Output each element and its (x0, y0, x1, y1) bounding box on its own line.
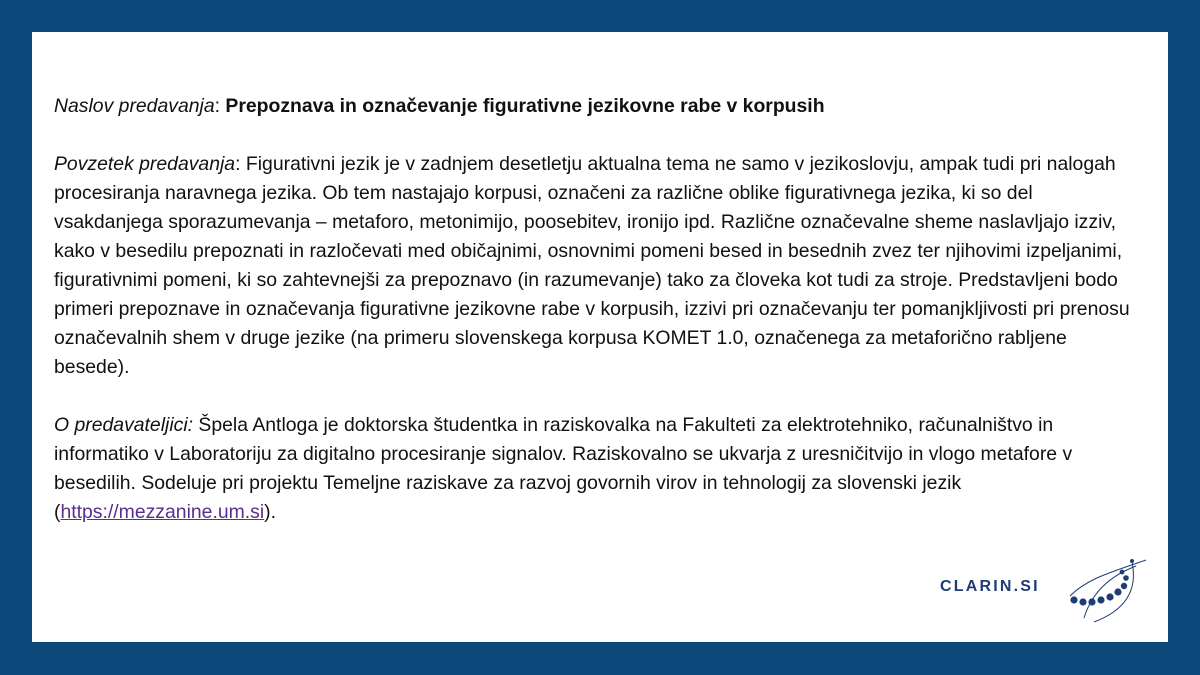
title-separator: : (214, 95, 226, 117)
summary-label: Povzetek predavanja (54, 153, 236, 175)
slide-content (32, 32, 1168, 642)
lecture-title: Prepoznava in označevanje figurativne jezikovne rabe v korpusih (225, 95, 825, 117)
speaker-bio: Špela Antloga je doktorska študentka in raziskovalka na Fakulteti za elektrotehniko, računalništvo in informatiko v Laboratoriju za digitalno procesiranje signalov. Raziskovalno se ukvarja z uresničitvijo in vlogo metafore v besedilih. Sodeluje pri projektu Temeljne raziskave za razvoj govornih virov in tehnologij za slovenski jezik ( (54, 414, 1073, 523)
title-label: Naslov predavanja (54, 95, 215, 117)
summary-separator: : (235, 153, 246, 175)
clarin-dots-icon (1066, 552, 1150, 624)
summary-paragraph (54, 150, 1144, 382)
speaker-paragraph (54, 411, 1144, 527)
logo-text: CLARIN.SI (940, 578, 1040, 595)
speaker-bio-end: ). (264, 501, 277, 523)
title-paragraph (54, 92, 1144, 121)
mezzanine-link[interactable]: https://mezzanine.um.si (60, 501, 265, 523)
summary-text: Figurativni jezik je v zadnjem desetletju aktualna tema ne samo v jezikoslovju, ampak tudi pri nalogah procesiranja naravnega jezika. Ob tem nastajajo korpusi, označeni za različne oblike figurativnega jezika, ki so del vsakdanjega sporazumevanja – metaforo, metonimijo, poosebitev, ironijo ipd. Različne označevalne sheme naslavljajo izziv, kako v besedilu prepoznati in razločevati med običajnimi, osnovnimi pomeni besed in besednih zvez ter njihovimi izpeljanimi, figurativnimi pomeni, ki so zahtevnejši za prepoznavo (in razumevanje) tako za človeka kot tudi za stroje. Predstavljeni bodo primeri prepoznave in označevanja figurativne jezikovne rabe v korpusih, izzivi pri označevanju ter pomanjkljivosti pri prenosu označevalnih shem v druge jezike (na primeru slovenskega korpusa KOMET 1.0, označenega za metaforično rabljene besede). (54, 153, 1130, 378)
speaker-label: O predavateljici: (54, 414, 194, 436)
clarin-logo (940, 552, 1150, 624)
